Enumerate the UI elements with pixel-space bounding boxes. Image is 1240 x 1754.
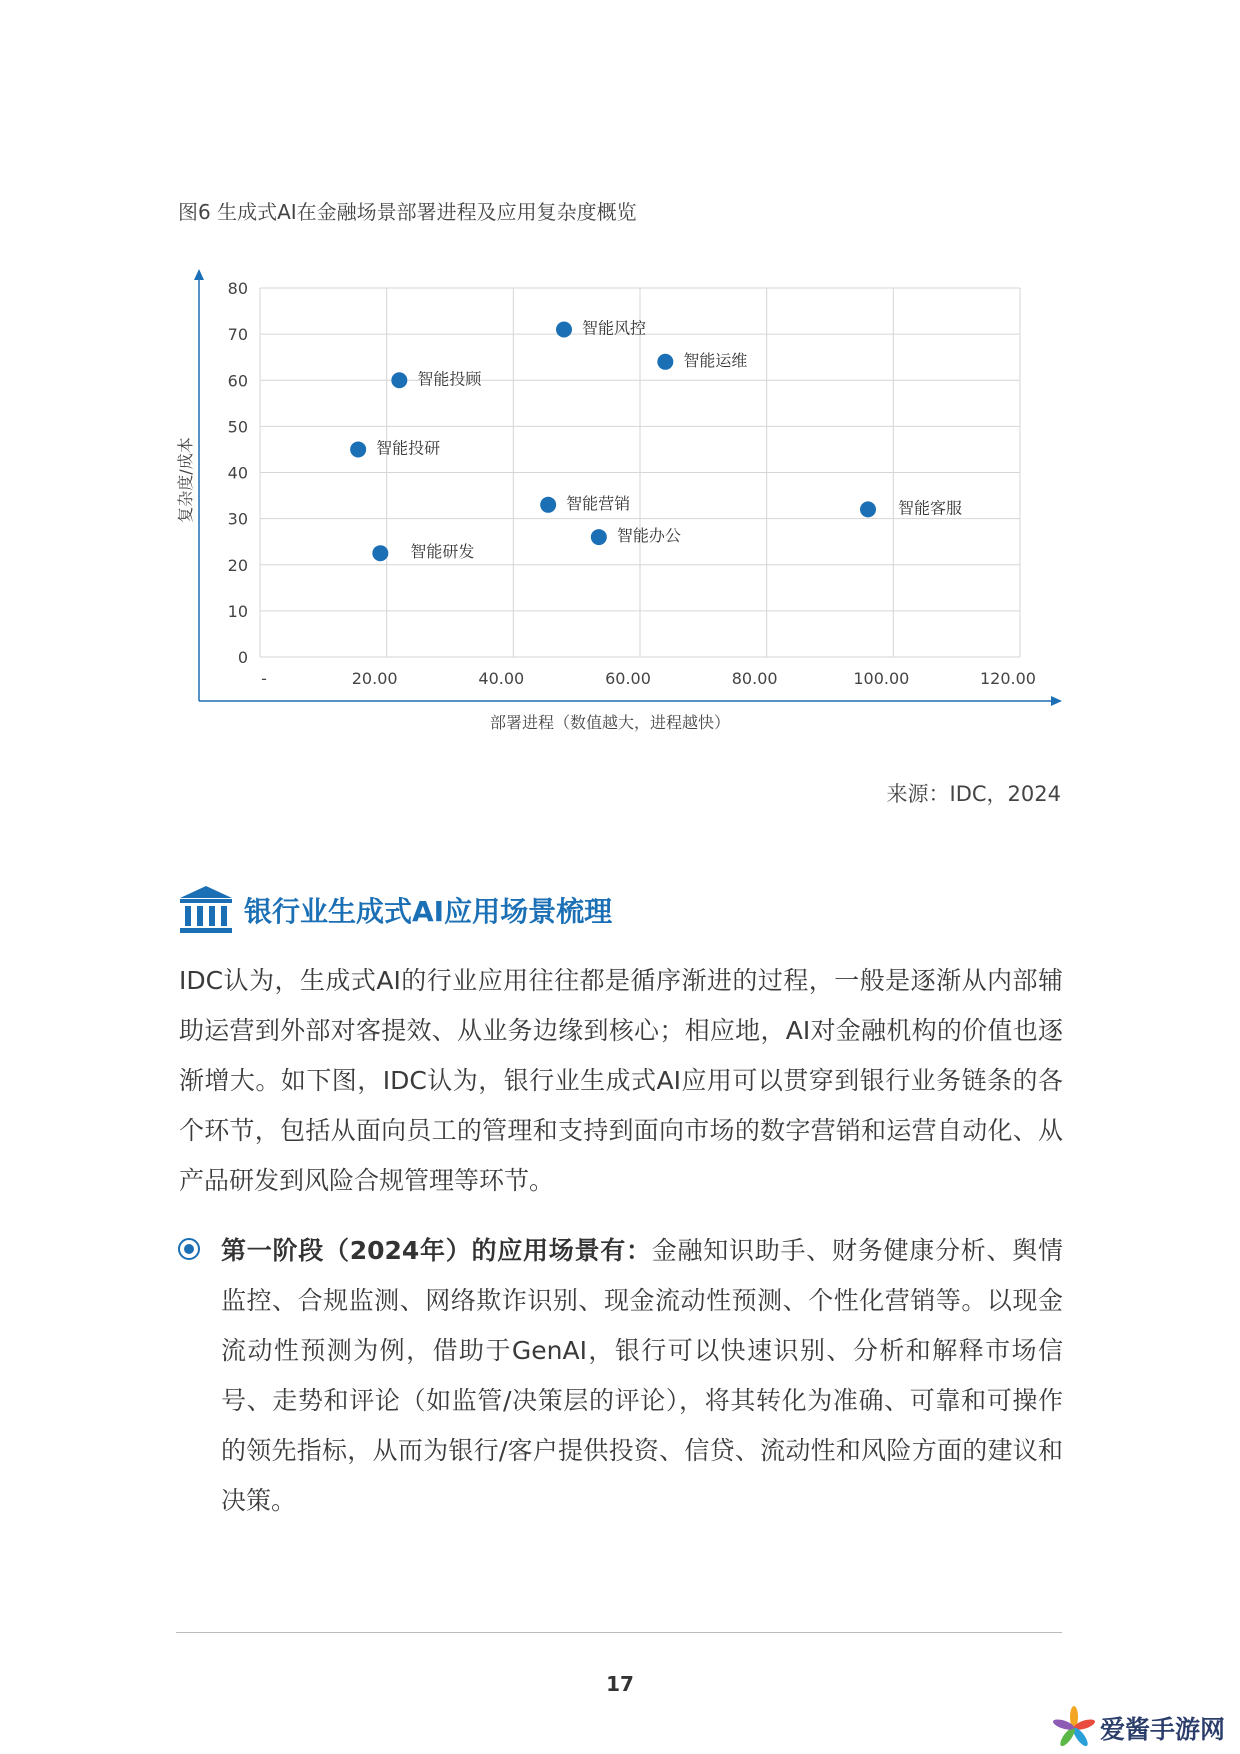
bank-icon — [178, 884, 234, 936]
footer-divider — [176, 1632, 1062, 1633]
data-label: 智能风控 — [582, 318, 647, 338]
data-point — [350, 441, 366, 457]
x-tick-label: - — [261, 669, 267, 688]
x-tick-label: 20.00 — [351, 669, 398, 688]
x-tick-label: 80.00 — [731, 669, 778, 688]
body-paragraph: IDC认为，生成式AI的行业应用往往都是循序渐进的过程，一般是逐渐从内部辅助运营到外部对客提效、从业务边缘到核心；相应地，AI对金融机构的价值也逐渐增大。如下图，IDC认为，银行业生成式AI应用可以贯穿到银行业务链条的各个环节，包括从面向员工的管理和支持到面向市场的数字营销和运营自动化、从产品研发到风险合规管理等环节。 — [179, 966, 1063, 1195]
page-number: 17 — [606, 1672, 634, 1696]
y-tick-label: 60 — [227, 371, 248, 391]
y-tick-label: 50 — [227, 417, 248, 437]
y-axis-arrow-icon — [194, 269, 204, 280]
data-label: 智能办公 — [616, 526, 681, 546]
bullet-lead: 第一阶段（2024年）的应用场景有： — [221, 1236, 652, 1265]
scatter-chart — [0, 0, 1240, 760]
x-axis-arrow-icon — [1051, 696, 1062, 706]
y-tick-label: 30 — [227, 509, 248, 529]
data-point — [657, 354, 673, 370]
data-point — [540, 497, 556, 513]
x-tick-label: 60.00 — [605, 669, 651, 688]
y-tick-label: 40 — [227, 463, 248, 483]
data-label: 智能投研 — [376, 438, 441, 458]
watermark-logo-icon — [1052, 1706, 1096, 1750]
x-tick-label: 120.00 — [980, 669, 1036, 688]
y-tick-label: 80 — [227, 279, 248, 298]
data-label: 智能客服 — [898, 498, 963, 518]
data-point — [591, 529, 607, 545]
data-point — [556, 322, 572, 338]
radio-bullet-icon — [178, 1238, 200, 1260]
y-tick-label: 0 — [237, 648, 248, 667]
data-label: 智能研发 — [410, 542, 475, 562]
y-axis-title: 复杂度/成本 — [176, 437, 195, 523]
bullet-paragraph — [221, 1226, 1063, 1526]
data-label: 智能运维 — [683, 350, 748, 370]
x-tick-label: 40.00 — [478, 669, 525, 688]
figure-source: 来源：IDC，2024 — [886, 782, 1061, 806]
bullet-text: 金融知识助手、财务健康分析、舆情监控、合规监测、网络欺诈识别、现金流动性预测、个性化营销等。以现金流动性预测为例，借助于GenAI，银行可以快速识别、分析和解释市场信号、走势和评论（如监管/决策层的评论），将其转化为准确、可靠和可操作的领先指标，从而为银行/客户提供投资、信贷、流动性和风险方面的建议和决策。 — [221, 1236, 1063, 1515]
x-tick-label: 100.00 — [853, 669, 910, 688]
data-label: 智能投顾 — [417, 369, 482, 389]
y-tick-label: 70 — [227, 325, 248, 345]
data-point — [860, 501, 876, 517]
data-point — [372, 545, 388, 561]
data-point — [391, 372, 407, 388]
x-axis-title: 部署进程（数值越大，进程越快） — [489, 713, 731, 732]
y-tick-label: 20 — [227, 555, 248, 575]
data-label: 智能营销 — [566, 493, 631, 513]
figure-caption: 图6 生成式AI在金融场景部署进程及应用复杂度概览 — [178, 200, 637, 224]
watermark — [1052, 1706, 1225, 1750]
section-title: 银行业生成式AI应用场景梳理 — [244, 895, 613, 928]
section-heading — [178, 884, 612, 936]
y-tick-label: 10 — [227, 601, 248, 621]
watermark-text: 爱酱手游网 — [1100, 1715, 1226, 1744]
